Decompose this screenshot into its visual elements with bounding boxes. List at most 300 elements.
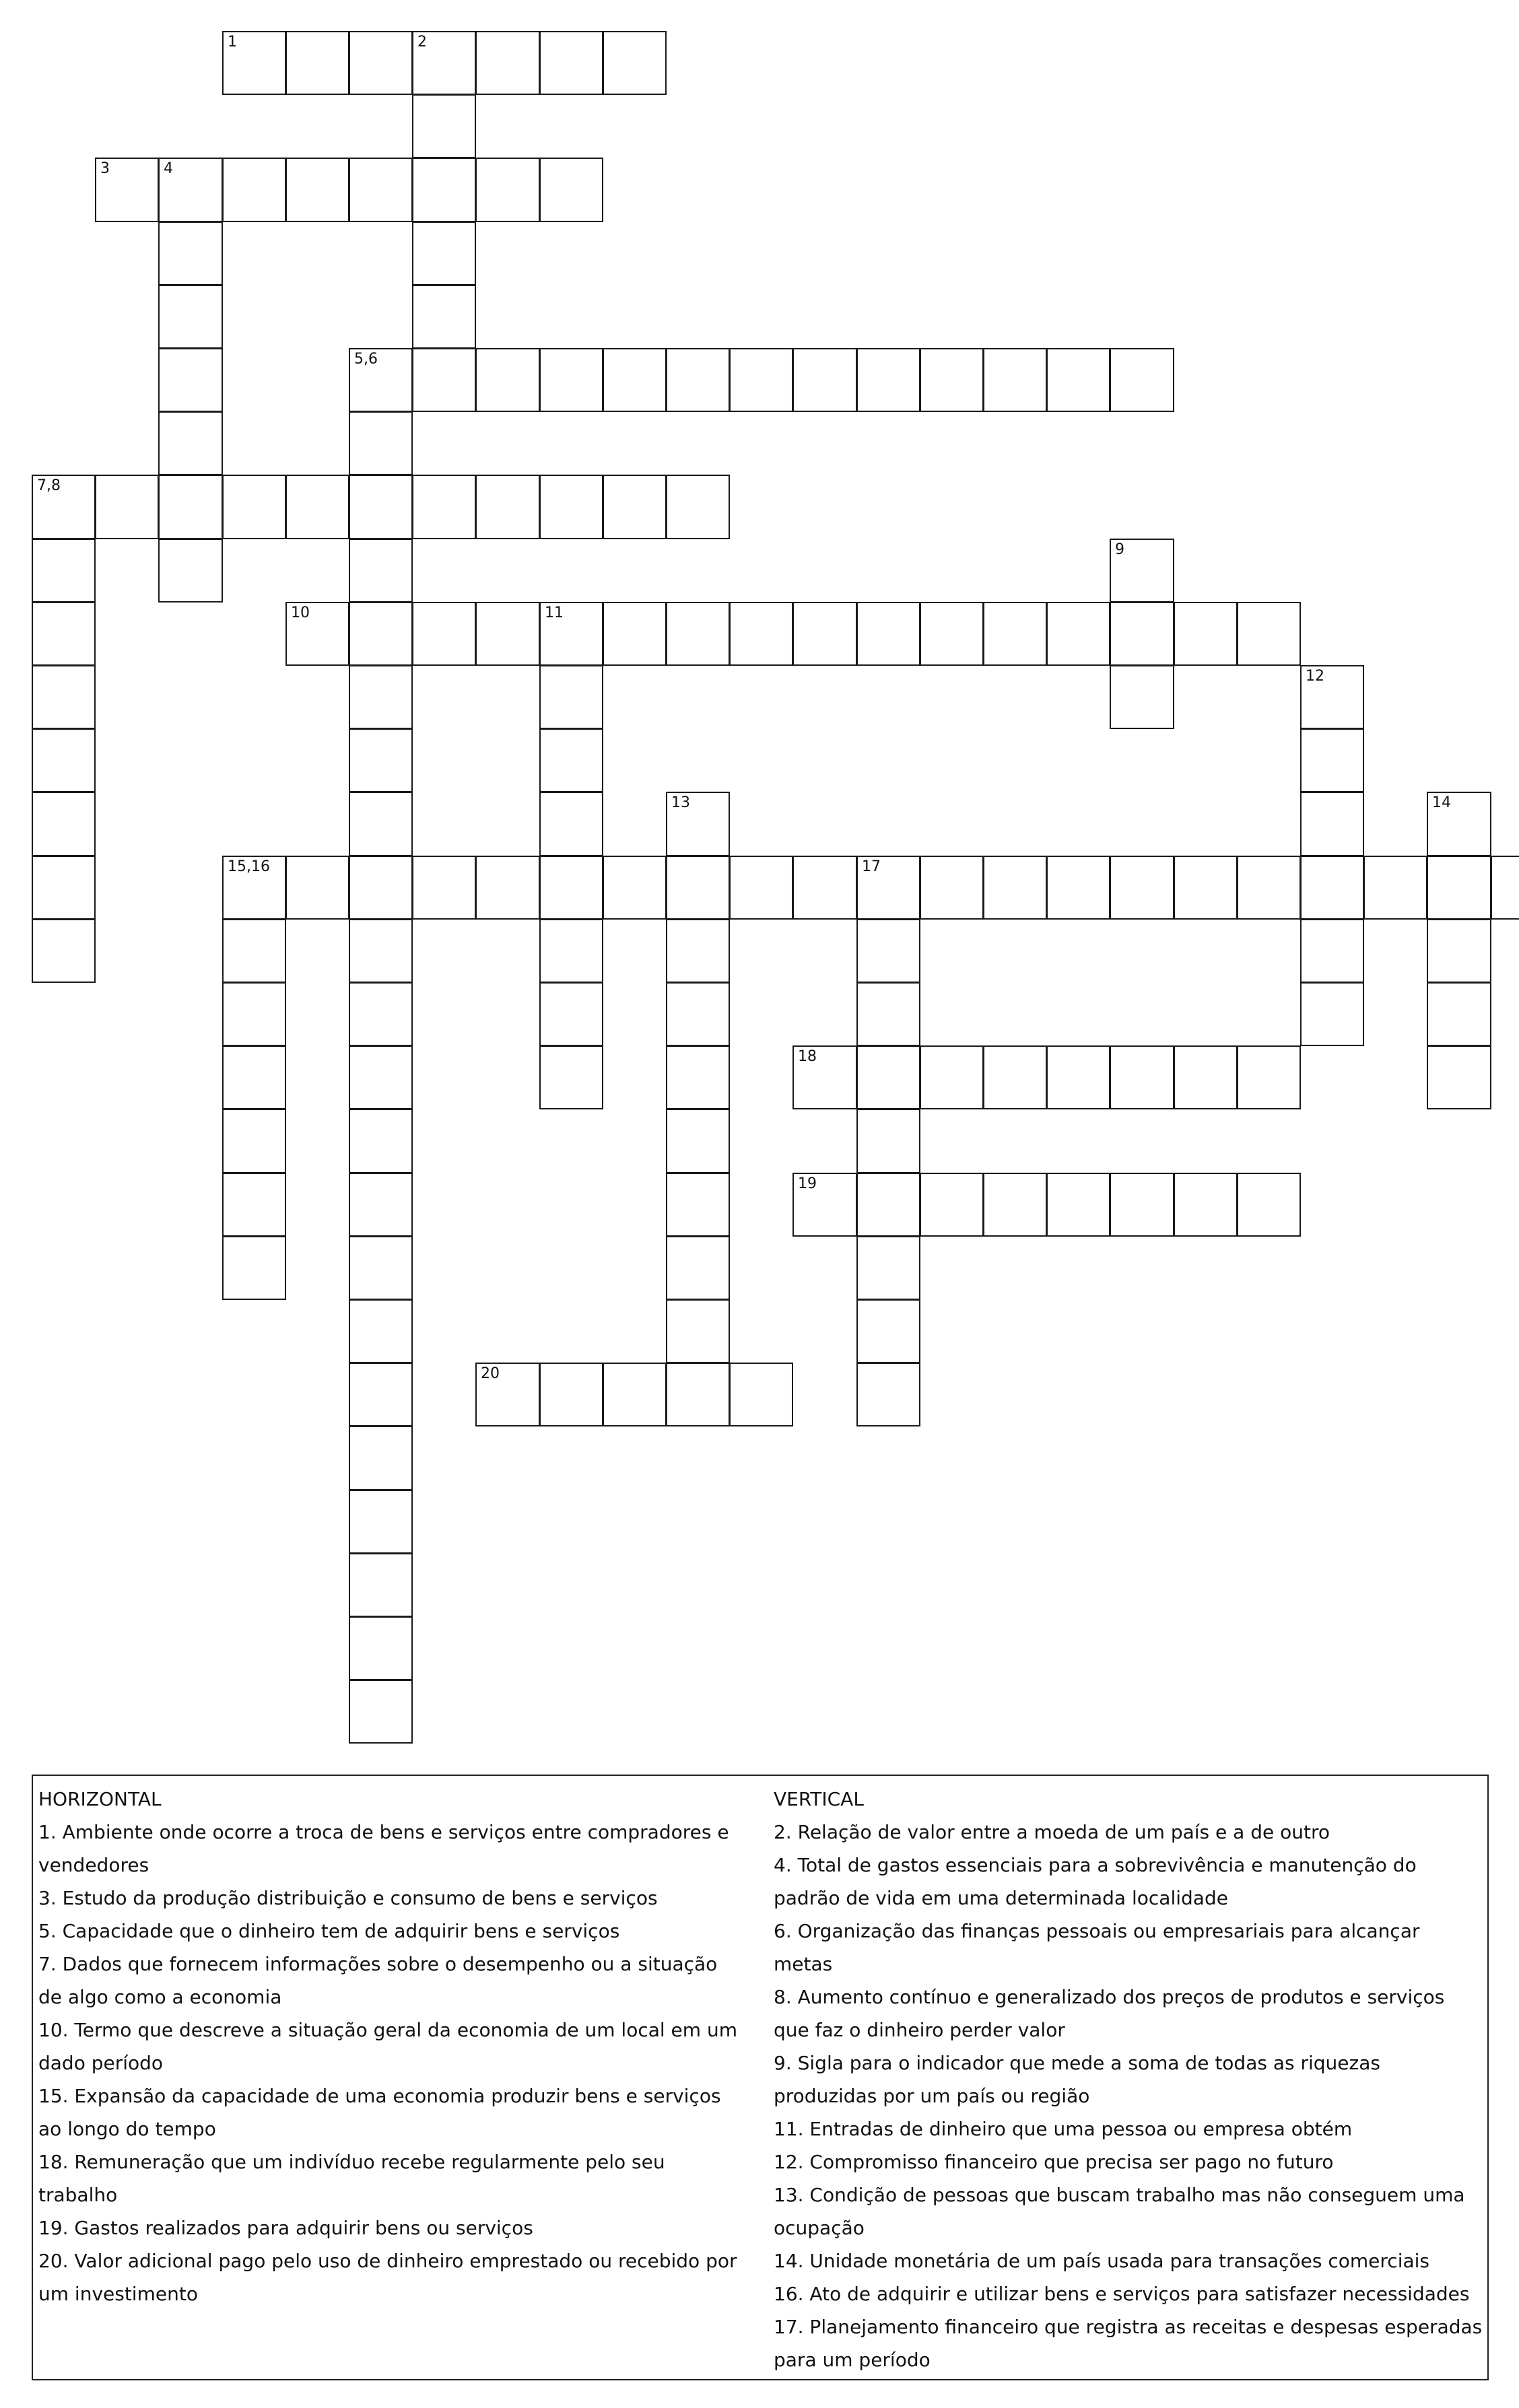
grid-cell[interactable] [539,665,603,729]
cell-input[interactable] [541,857,602,918]
grid-cell[interactable] [920,1173,984,1237]
cell-input[interactable] [477,349,539,411]
cell-input[interactable] [858,603,919,664]
cell-input[interactable] [984,349,1046,411]
grid-cell[interactable] [285,31,349,95]
cell-input[interactable] [604,32,665,94]
cell-input[interactable] [858,984,919,1045]
cell-input[interactable] [1048,349,1109,411]
grid-cell[interactable] [666,1109,730,1173]
grid-cell[interactable] [412,158,476,222]
grid-cell[interactable] [983,1173,1047,1237]
grid-cell[interactable] [285,475,349,539]
grid-cell[interactable] [32,728,96,792]
cell-input[interactable] [160,540,222,601]
cell-input[interactable] [287,159,348,221]
grid-cell[interactable] [412,602,476,666]
grid-cell[interactable] [603,602,667,666]
grid-cell[interactable] [603,31,667,95]
grid-cell[interactable] [983,856,1047,920]
grid-cell[interactable] [349,158,413,222]
cell-input[interactable] [1302,984,1363,1045]
grid-cell[interactable] [222,856,286,920]
cell-input[interactable] [477,159,539,221]
grid-cell[interactable] [603,475,667,539]
cell-input[interactable] [160,476,222,538]
grid-cell[interactable] [32,792,96,856]
cell-input[interactable] [1428,920,1490,982]
grid-cell[interactable] [222,1236,286,1300]
cell-input[interactable] [413,476,475,538]
grid-cell[interactable] [222,982,286,1046]
cell-input[interactable] [33,920,94,982]
grid-cell[interactable] [222,1045,286,1109]
cell-input[interactable] [350,984,411,1045]
grid-cell[interactable] [539,728,603,792]
cell-input[interactable] [413,349,475,411]
grid-cell[interactable] [412,221,476,285]
grid-cell[interactable] [1046,856,1110,920]
grid-cell[interactable] [539,158,603,222]
grid-cell[interactable] [1110,1173,1174,1237]
grid-cell[interactable] [603,348,667,412]
grid-cell[interactable] [32,665,96,729]
grid-cell[interactable] [475,31,540,95]
grid-cell[interactable] [666,982,730,1046]
grid-cell[interactable] [1110,665,1174,729]
grid-cell[interactable] [32,602,96,666]
cell-input[interactable] [413,857,475,918]
cell-input[interactable] [984,603,1046,664]
cell-input[interactable] [1048,603,1109,664]
cell-input[interactable] [604,476,665,538]
grid-cell[interactable] [349,1109,413,1173]
grid-cell[interactable] [1174,1173,1238,1237]
grid-cell[interactable] [920,348,984,412]
grid-cell[interactable] [32,856,96,920]
cell-input[interactable] [604,349,665,411]
cell-input[interactable] [1492,857,1519,918]
cell-input[interactable] [350,1110,411,1172]
cell-input[interactable] [794,1047,856,1108]
cell-input[interactable] [984,1174,1046,1235]
cell-input[interactable] [604,1364,665,1425]
grid-cell[interactable] [32,919,96,983]
grid-cell[interactable] [1174,1045,1238,1109]
cell-input[interactable] [1048,1047,1109,1108]
grid-cell[interactable] [539,31,603,95]
grid-cell[interactable] [666,1299,730,1363]
cell-input[interactable] [224,920,285,982]
cell-input[interactable] [287,476,348,538]
cell-input[interactable] [1175,603,1236,664]
cell-input[interactable] [224,1237,285,1299]
grid-cell[interactable] [158,539,223,603]
cell-input[interactable] [984,857,1046,918]
grid-cell[interactable] [856,1109,920,1173]
grid-cell[interactable] [792,1045,857,1109]
grid-cell[interactable] [412,285,476,349]
grid-cell[interactable] [1110,1045,1174,1109]
grid-cell[interactable] [539,1363,603,1426]
cell-input[interactable] [541,984,602,1045]
cell-input[interactable] [1302,730,1363,791]
cell-input[interactable] [350,1681,411,1742]
grid-cell[interactable] [792,856,857,920]
grid-cell[interactable] [1300,982,1364,1046]
grid-cell[interactable] [729,602,793,666]
cell-input[interactable] [1365,857,1426,918]
grid-cell[interactable] [349,856,413,920]
grid-cell[interactable] [349,539,413,603]
cell-input[interactable] [858,1364,919,1425]
grid-cell[interactable] [285,158,349,222]
grid-cell[interactable] [222,31,286,95]
cell-input[interactable] [1111,666,1173,728]
cell-input[interactable] [667,1301,729,1362]
cell-input[interactable] [350,540,411,601]
cell-input[interactable] [160,286,222,347]
grid-cell[interactable] [1110,602,1174,666]
cell-input[interactable] [858,920,919,982]
grid-cell[interactable] [539,856,603,920]
grid-cell[interactable] [349,31,413,95]
grid-cell[interactable] [412,94,476,158]
cell-input[interactable] [350,1237,411,1299]
cell-input[interactable] [667,1237,729,1299]
cell-input[interactable] [667,1047,729,1108]
grid-cell[interactable] [349,1490,413,1554]
grid-cell[interactable] [1110,348,1174,412]
cell-input[interactable] [1428,1047,1490,1108]
cell-input[interactable] [160,413,222,474]
grid-cell[interactable] [729,348,793,412]
grid-cell[interactable] [475,348,540,412]
cell-input[interactable] [350,1047,411,1108]
grid-cell[interactable] [666,792,730,856]
grid-cell[interactable] [920,856,984,920]
grid-cell[interactable] [158,158,223,222]
grid-cell[interactable] [349,1045,413,1109]
grid-cell[interactable] [158,475,223,539]
grid-cell[interactable] [1427,919,1491,983]
grid-cell[interactable] [349,1680,413,1744]
cell-input[interactable] [477,603,539,664]
grid-cell[interactable] [539,792,603,856]
grid-cell[interactable] [349,1616,413,1680]
cell-input[interactable] [731,603,792,664]
cell-input[interactable] [96,159,158,221]
grid-cell[interactable] [1300,665,1364,729]
cell-input[interactable] [541,349,602,411]
cell-input[interactable] [731,1364,792,1425]
grid-cell[interactable] [856,1299,920,1363]
grid-cell[interactable] [158,285,223,349]
cell-input[interactable] [541,920,602,982]
cell-input[interactable] [541,1364,602,1425]
cell-input[interactable] [541,793,602,855]
grid-cell[interactable] [856,1045,920,1109]
cell-input[interactable] [794,603,856,664]
grid-cell[interactable] [1046,1045,1110,1109]
cell-input[interactable] [350,1427,411,1489]
grid-cell[interactable] [603,1363,667,1426]
cell-input[interactable] [287,32,348,94]
cell-input[interactable] [1428,793,1490,855]
grid-cell[interactable] [412,348,476,412]
grid-cell[interactable] [666,602,730,666]
cell-input[interactable] [858,349,919,411]
cell-input[interactable] [33,793,94,855]
cell-input[interactable] [287,603,348,664]
grid-cell[interactable] [222,475,286,539]
grid-cell[interactable] [1046,348,1110,412]
grid-cell[interactable] [729,1363,793,1426]
grid-cell[interactable] [222,919,286,983]
grid-cell[interactable] [1174,602,1238,666]
grid-cell[interactable] [983,1045,1047,1109]
cell-input[interactable] [350,920,411,982]
cell-input[interactable] [858,1174,919,1235]
grid-cell[interactable] [349,411,413,475]
cell-input[interactable] [858,1110,919,1172]
grid-cell[interactable] [856,856,920,920]
grid-cell[interactable] [349,1426,413,1490]
grid-cell[interactable] [349,1553,413,1617]
grid-cell[interactable] [1110,856,1174,920]
grid-cell[interactable] [856,919,920,983]
grid-cell[interactable] [95,158,159,222]
cell-input[interactable] [350,1364,411,1425]
grid-cell[interactable] [666,919,730,983]
grid-cell[interactable] [475,158,540,222]
cell-input[interactable] [160,223,222,284]
grid-cell[interactable] [1237,1173,1301,1237]
cell-input[interactable] [33,666,94,728]
grid-cell[interactable] [920,602,984,666]
grid-cell[interactable] [792,1173,857,1237]
grid-cell[interactable] [539,1045,603,1109]
cell-input[interactable] [1175,857,1236,918]
grid-cell[interactable] [1110,539,1174,603]
grid-cell[interactable] [475,856,540,920]
cell-input[interactable] [160,349,222,411]
cell-input[interactable] [541,666,602,728]
grid-cell[interactable] [32,539,96,603]
cell-input[interactable] [1302,920,1363,982]
grid-cell[interactable] [603,856,667,920]
cell-input[interactable] [350,413,411,474]
grid-cell[interactable] [1363,856,1427,920]
cell-input[interactable] [667,984,729,1045]
grid-cell[interactable] [856,1236,920,1300]
grid-cell[interactable] [475,1363,540,1426]
grid-cell[interactable] [1046,1173,1110,1237]
grid-cell[interactable] [666,475,730,539]
grid-cell[interactable] [666,1363,730,1426]
grid-cell[interactable] [539,602,603,666]
cell-input[interactable] [541,32,602,94]
cell-input[interactable] [33,603,94,664]
cell-input[interactable] [921,1174,982,1235]
cell-input[interactable] [984,1047,1046,1108]
cell-input[interactable] [1048,1174,1109,1235]
cell-input[interactable] [413,159,475,221]
cell-input[interactable] [224,32,285,94]
grid-cell[interactable] [412,856,476,920]
cell-input[interactable] [224,1174,285,1235]
cell-input[interactable] [921,1047,982,1108]
grid-cell[interactable] [349,665,413,729]
cell-input[interactable] [1111,540,1173,601]
grid-cell[interactable] [1300,728,1364,792]
grid-cell[interactable] [349,1299,413,1363]
cell-input[interactable] [350,476,411,538]
cell-input[interactable] [160,159,222,221]
cell-input[interactable] [350,793,411,855]
grid-cell[interactable] [1427,792,1491,856]
grid-cell[interactable] [32,475,96,539]
cell-input[interactable] [477,1364,539,1425]
cell-input[interactable] [1238,1174,1299,1235]
cell-input[interactable] [541,1047,602,1108]
grid-cell[interactable] [1237,856,1301,920]
cell-input[interactable] [794,1174,856,1235]
grid-cell[interactable] [1237,1045,1301,1109]
cell-input[interactable] [350,603,411,664]
cell-input[interactable] [350,32,411,94]
cell-input[interactable] [667,476,729,538]
cell-input[interactable] [224,1047,285,1108]
cell-input[interactable] [541,603,602,664]
grid-cell[interactable] [349,728,413,792]
cell-input[interactable] [1111,857,1173,918]
cell-input[interactable] [667,1364,729,1425]
grid-cell[interactable] [222,1173,286,1237]
cell-input[interactable] [858,1237,919,1299]
grid-cell[interactable] [349,982,413,1046]
grid-cell[interactable] [349,1236,413,1300]
grid-cell[interactable] [539,919,603,983]
cell-input[interactable] [413,96,475,157]
cell-input[interactable] [1428,857,1490,918]
cell-input[interactable] [287,857,348,918]
cell-input[interactable] [33,476,94,538]
cell-input[interactable] [541,159,602,221]
cell-input[interactable] [858,857,919,918]
cell-input[interactable] [667,857,729,918]
grid-cell[interactable] [792,602,857,666]
cell-input[interactable] [1238,857,1299,918]
cell-input[interactable] [413,223,475,284]
cell-input[interactable] [224,1110,285,1172]
grid-cell[interactable] [539,982,603,1046]
cell-input[interactable] [413,603,475,664]
cell-input[interactable] [224,984,285,1045]
grid-cell[interactable] [1237,602,1301,666]
grid-cell[interactable] [539,475,603,539]
cell-input[interactable] [1048,857,1109,918]
cell-input[interactable] [477,476,539,538]
cell-input[interactable] [1111,603,1173,664]
grid-cell[interactable] [856,1173,920,1237]
cell-input[interactable] [1302,666,1363,728]
cell-input[interactable] [350,666,411,728]
cell-input[interactable] [1111,349,1173,411]
grid-cell[interactable] [983,602,1047,666]
grid-cell[interactable] [1174,856,1238,920]
cell-input[interactable] [350,730,411,791]
grid-cell[interactable] [666,1173,730,1237]
cell-input[interactable] [667,603,729,664]
grid-cell[interactable] [856,602,920,666]
cell-input[interactable] [224,857,285,918]
grid-cell[interactable] [222,1109,286,1173]
cell-input[interactable] [1238,1047,1299,1108]
grid-cell[interactable] [158,348,223,412]
cell-input[interactable] [350,1618,411,1679]
grid-cell[interactable] [729,856,793,920]
cell-input[interactable] [224,476,285,538]
cell-input[interactable] [794,349,856,411]
cell-input[interactable] [858,1301,919,1362]
cell-input[interactable] [921,603,982,664]
grid-cell[interactable] [666,1045,730,1109]
cell-input[interactable] [731,349,792,411]
grid-cell[interactable] [158,411,223,475]
cell-input[interactable] [541,476,602,538]
cell-input[interactable] [667,349,729,411]
cell-input[interactable] [1175,1047,1236,1108]
grid-cell[interactable] [666,856,730,920]
cell-input[interactable] [96,476,158,538]
cell-input[interactable] [667,1174,729,1235]
cell-input[interactable] [1302,793,1363,855]
grid-cell[interactable] [856,982,920,1046]
cell-input[interactable] [921,349,982,411]
grid-cell[interactable] [920,1045,984,1109]
grid-cell[interactable] [1427,982,1491,1046]
cell-input[interactable] [477,32,539,94]
grid-cell[interactable] [222,158,286,222]
cell-input[interactable] [1238,603,1299,664]
grid-cell[interactable] [412,31,476,95]
grid-cell[interactable] [1427,1045,1491,1109]
cell-input[interactable] [350,857,411,918]
cell-input[interactable] [224,159,285,221]
cell-input[interactable] [794,857,856,918]
cell-input[interactable] [413,286,475,347]
grid-cell[interactable] [412,475,476,539]
cell-input[interactable] [350,349,411,411]
cell-input[interactable] [1111,1174,1173,1235]
cell-input[interactable] [350,159,411,221]
grid-cell[interactable] [349,919,413,983]
cell-input[interactable] [33,730,94,791]
cell-input[interactable] [604,857,665,918]
grid-cell[interactable] [1046,602,1110,666]
cell-input[interactable] [667,1110,729,1172]
grid-cell[interactable] [475,602,540,666]
cell-input[interactable] [858,1047,919,1108]
cell-input[interactable] [731,857,792,918]
grid-cell[interactable] [349,1363,413,1426]
grid-cell[interactable] [349,475,413,539]
grid-cell[interactable] [475,475,540,539]
cell-input[interactable] [350,1174,411,1235]
grid-cell[interactable] [666,348,730,412]
grid-cell[interactable] [349,792,413,856]
